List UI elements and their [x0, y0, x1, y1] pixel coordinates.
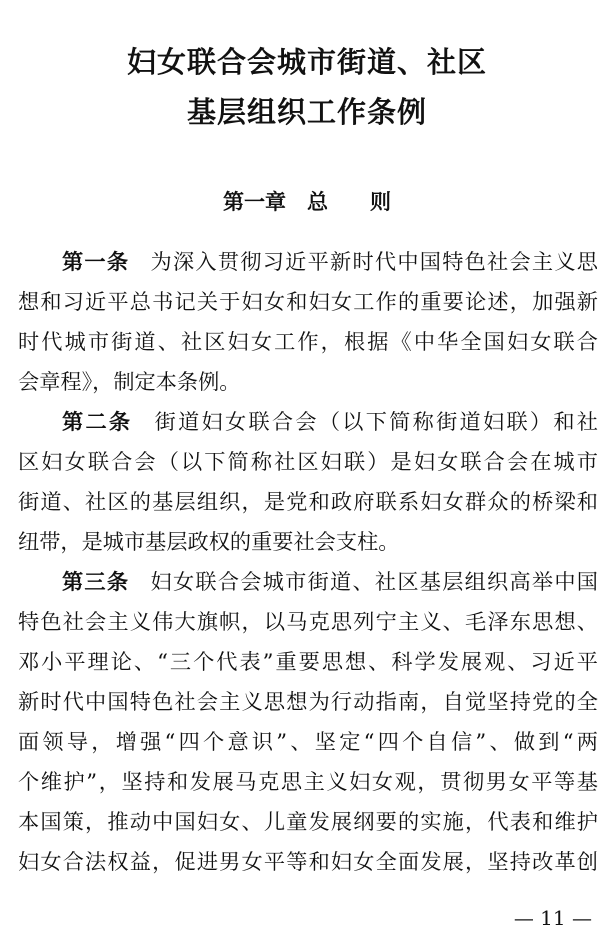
article-1-line: 会章程》，制定本条例。: [18, 369, 241, 394]
article-3-line: 面领导，增强“四个意识”、坚定“四个自信”、做到“两: [18, 729, 598, 754]
article-2-line: 区妇女联合会（以下简称社区妇联）是妇女联合会在城市: [18, 449, 598, 474]
article-2-label: 第二条: [62, 409, 133, 434]
article-1-text: 为深入贯彻习近平新时代中国特色社会主义思: [149, 249, 598, 274]
article-1-line: 时代城市街道、社区妇女工作，根据《中华全国妇女联合: [18, 329, 598, 354]
article-3-line: 特色社会主义伟大旗帜，以马克思列宁主义、毛泽东思想、: [18, 609, 598, 634]
article-1-line: 想和习近平总书记关于妇女和妇女工作的重要论述，加强新: [18, 289, 598, 314]
article-2-first-line: [62, 408, 598, 436]
chapter-heading: 第一章 总 则: [223, 190, 391, 214]
page-number: — 11 —: [513, 906, 592, 930]
article-1-first-line: [62, 248, 598, 276]
article-3-line: 本国策，推动中国妇女、儿童发展纲要的实施，代表和维护: [18, 809, 598, 834]
article-3-line: 妇女合法权益，促进男女平等和妇女全面发展，坚持改革创: [18, 849, 598, 874]
article-1-label: 第一条: [62, 249, 130, 274]
article-2-line: 纽带，是城市基层政权的重要社会支柱。: [18, 529, 400, 554]
document-title-line-1: 妇女联合会城市街道、社区: [126, 45, 487, 79]
document-title-line-2: 基层组织工作条例: [186, 95, 427, 129]
article-3-line: 新时代中国特色社会主义思想为行动指南，自觉坚持党的全: [18, 689, 598, 714]
article-3-first-line: [62, 568, 598, 596]
article-3-line: 邓小平理论、“三个代表”重要思想、科学发展观、习近平: [18, 649, 598, 674]
article-2-text: 街道妇女联合会（以下简称街道妇联）和社: [152, 409, 598, 434]
article-3-text: 妇女联合会城市街道、社区基层组织高举中国: [149, 569, 598, 594]
article-3-line: 个维护”，坚持和发展马克思主义妇女观，贯彻男女平等基: [18, 769, 598, 794]
article-3-label: 第三条: [62, 569, 130, 594]
article-2-line: 街道、社区的基层组织，是党和政府联系妇女群众的桥梁和: [18, 489, 598, 514]
